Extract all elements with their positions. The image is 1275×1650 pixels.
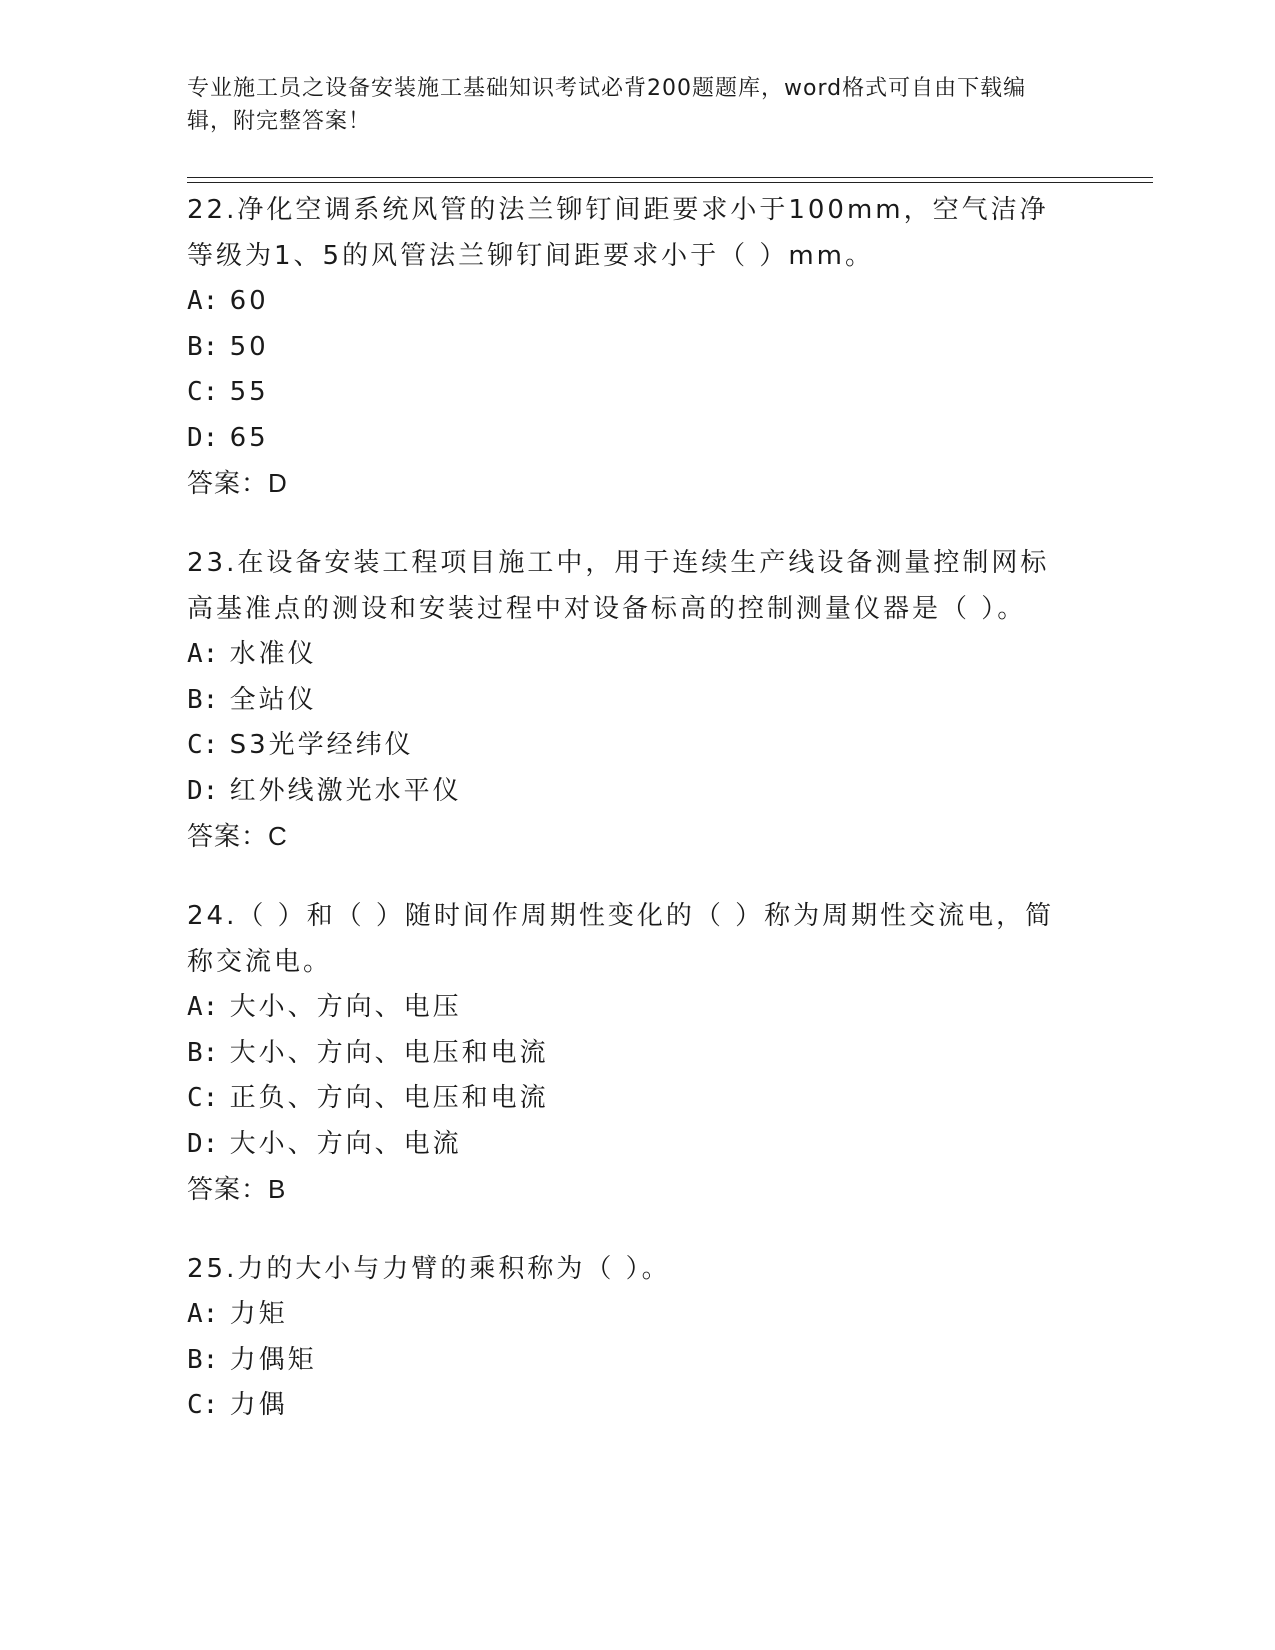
question-list: [187, 187, 1087, 1464]
option-d: [187, 416, 1087, 462]
option-text: 力偶矩: [229, 1344, 317, 1375]
option-a: [187, 632, 1087, 678]
option-letter: A:: [187, 992, 219, 1022]
option-text: 55: [229, 377, 269, 407]
answer-line: 答案：B: [187, 1174, 287, 1204]
question-23: [187, 540, 1087, 858]
document-header: 专业施工员之设备安装施工基础知识考试必背200题题库，word格式可自由下载编辑，附完整答案！: [187, 76, 1027, 134]
option-text: 50: [229, 331, 269, 362]
option-b: [187, 678, 1087, 724]
option-a: [187, 1292, 1087, 1338]
option-text: 大小、方向、电压: [229, 992, 462, 1022]
header-divider-line-thin: [187, 182, 1153, 183]
header-divider-line: [187, 177, 1153, 178]
option-c: [187, 723, 1087, 769]
option-c: [187, 370, 1087, 416]
question-text: 22.净化空调系统风管的法兰铆钉间距要求小于100mm，空气洁净等级为1、5的风管法兰铆钉间距要求小于（ ）mm。: [187, 195, 1049, 271]
option-letter: C:: [187, 1083, 219, 1113]
option-text: 60: [229, 286, 269, 316]
option-text: 力偶: [229, 1390, 288, 1420]
option-text: 大小、方向、电压和电流: [229, 1037, 549, 1068]
option-b: [187, 325, 1087, 371]
option-letter: A:: [187, 639, 219, 669]
answer-line: 答案：D: [187, 468, 288, 498]
question-24: [187, 893, 1087, 1211]
question-text: 24.（ ）和（ ）随时间作周期性变化的（ ）称为周期性交流电，简称交流电。: [187, 901, 1055, 977]
option-text: 力矩: [229, 1299, 288, 1329]
option-text: 65: [229, 422, 269, 453]
question-text: 25.力的大小与力臂的乘积称为（ ）。: [187, 1254, 671, 1284]
option-b: [187, 1338, 1087, 1384]
option-letter: B:: [187, 684, 219, 715]
option-a: [187, 985, 1087, 1031]
option-c: [187, 1076, 1087, 1122]
option-letter: D:: [187, 1128, 219, 1159]
option-letter: B:: [187, 1344, 219, 1375]
option-text: 大小、方向、电流: [229, 1128, 462, 1159]
option-text: 全站仪: [229, 684, 317, 715]
option-letter: C:: [187, 1390, 219, 1420]
option-a: [187, 279, 1087, 325]
option-letter: B:: [187, 1037, 219, 1068]
answer-line: 答案：C: [187, 821, 288, 851]
option-d: [187, 769, 1087, 815]
option-letter: A:: [187, 1299, 219, 1329]
option-b: [187, 1031, 1087, 1077]
question-22: [187, 187, 1087, 505]
option-text: 水准仪: [229, 639, 317, 669]
option-letter: D:: [187, 422, 219, 453]
option-letter: A:: [187, 286, 219, 316]
option-text: 红外线激光水平仪: [229, 775, 462, 806]
question-text: 23.在设备安装工程项目施工中，用于连续生产线设备测量控制网标高基准点的测设和安装过程中对设备标高的控制测量仪器是（ ）。: [187, 548, 1050, 624]
option-text: 正负、方向、电压和电流: [229, 1083, 549, 1113]
option-d: [187, 1122, 1087, 1168]
option-letter: B:: [187, 331, 219, 362]
option-letter: D:: [187, 775, 219, 806]
option-letter: C:: [187, 377, 219, 407]
question-25: [187, 1246, 1087, 1429]
option-text: S3光学经纬仪: [229, 730, 414, 760]
option-letter: C:: [187, 730, 219, 760]
option-c: [187, 1383, 1087, 1429]
